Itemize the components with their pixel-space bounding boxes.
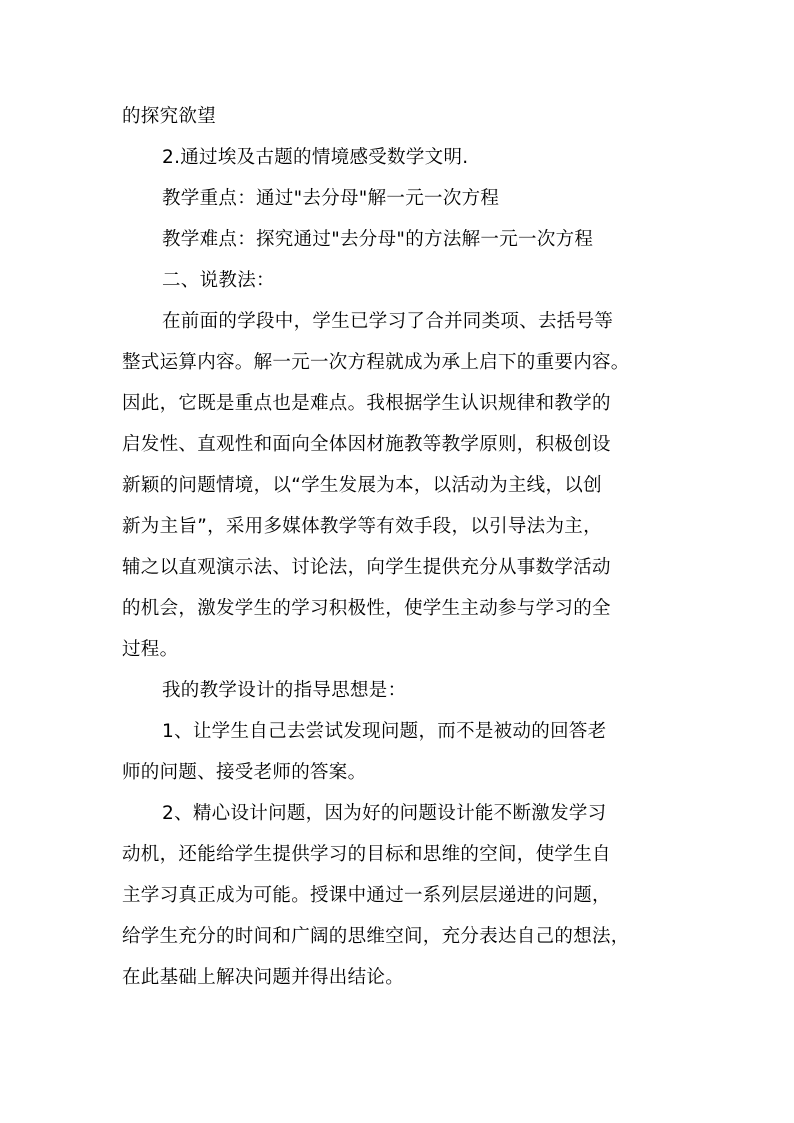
text-line: 的探究欲望 [122, 106, 217, 127]
text-line: 整式运算内容。解一元一次方程就成为承上启下的重要内容。 [122, 352, 630, 373]
section-heading: 二、说教法： [162, 270, 275, 291]
text-line: 给学生充分的时间和广阔的思维空间，充分表达自己的想法， [122, 926, 630, 947]
text-line: 辅之以直观演示法、讨论法，向学生提供充分从事数学活动 [122, 557, 611, 578]
document-body [122, 96, 682, 998]
text-line: 启发性、直观性和面向全体因材施教等教学原则，积极创设 [122, 434, 611, 455]
text-line: 我的教学设计的指导思想是： [162, 680, 407, 701]
text-line: 过程。 [122, 639, 179, 660]
text-line: 1、让学生自己去尝试发现问题，而不是被动的回答老 [162, 721, 607, 742]
text-line: 动机，还能给学生提供学习的目标和思维的空间，使学生自 [122, 844, 611, 865]
text-line: 2、精心设计问题，因为好的问题设计能不断激发学习 [162, 803, 607, 824]
text-line: 的机会，激发学生的学习积极性，使学生主动参与学习的全 [122, 598, 611, 619]
text-line: 新为主旨”，采用多媒体教学等有效手段，以引导法为主， [122, 516, 602, 537]
text-line: 因此，它既是重点也是难点。我根据学生认识规律和教学的 [122, 393, 611, 414]
text-line: 主学习真正成为可能。授课中通过一系列层层递进的问题， [122, 885, 611, 906]
text-line: 教学重点：通过"去分母"解一元一次方程 [162, 188, 500, 209]
text-line: 师的问题、接受老师的答案。 [122, 762, 367, 783]
text-line: 2.通过埃及古题的情境感受数学文明. [162, 147, 469, 168]
text-line: 教学难点：探究通过"去分母"的方法解一元一次方程 [162, 229, 594, 250]
text-line: 新颖的问题情境，以“学生发展为本，以活动为主线，以创 [122, 475, 602, 496]
text-line: 在此基础上解决问题并得出结论。 [122, 967, 405, 988]
text-line: 在前面的学段中，学生已学习了合并同类项、去括号等 [162, 311, 614, 332]
